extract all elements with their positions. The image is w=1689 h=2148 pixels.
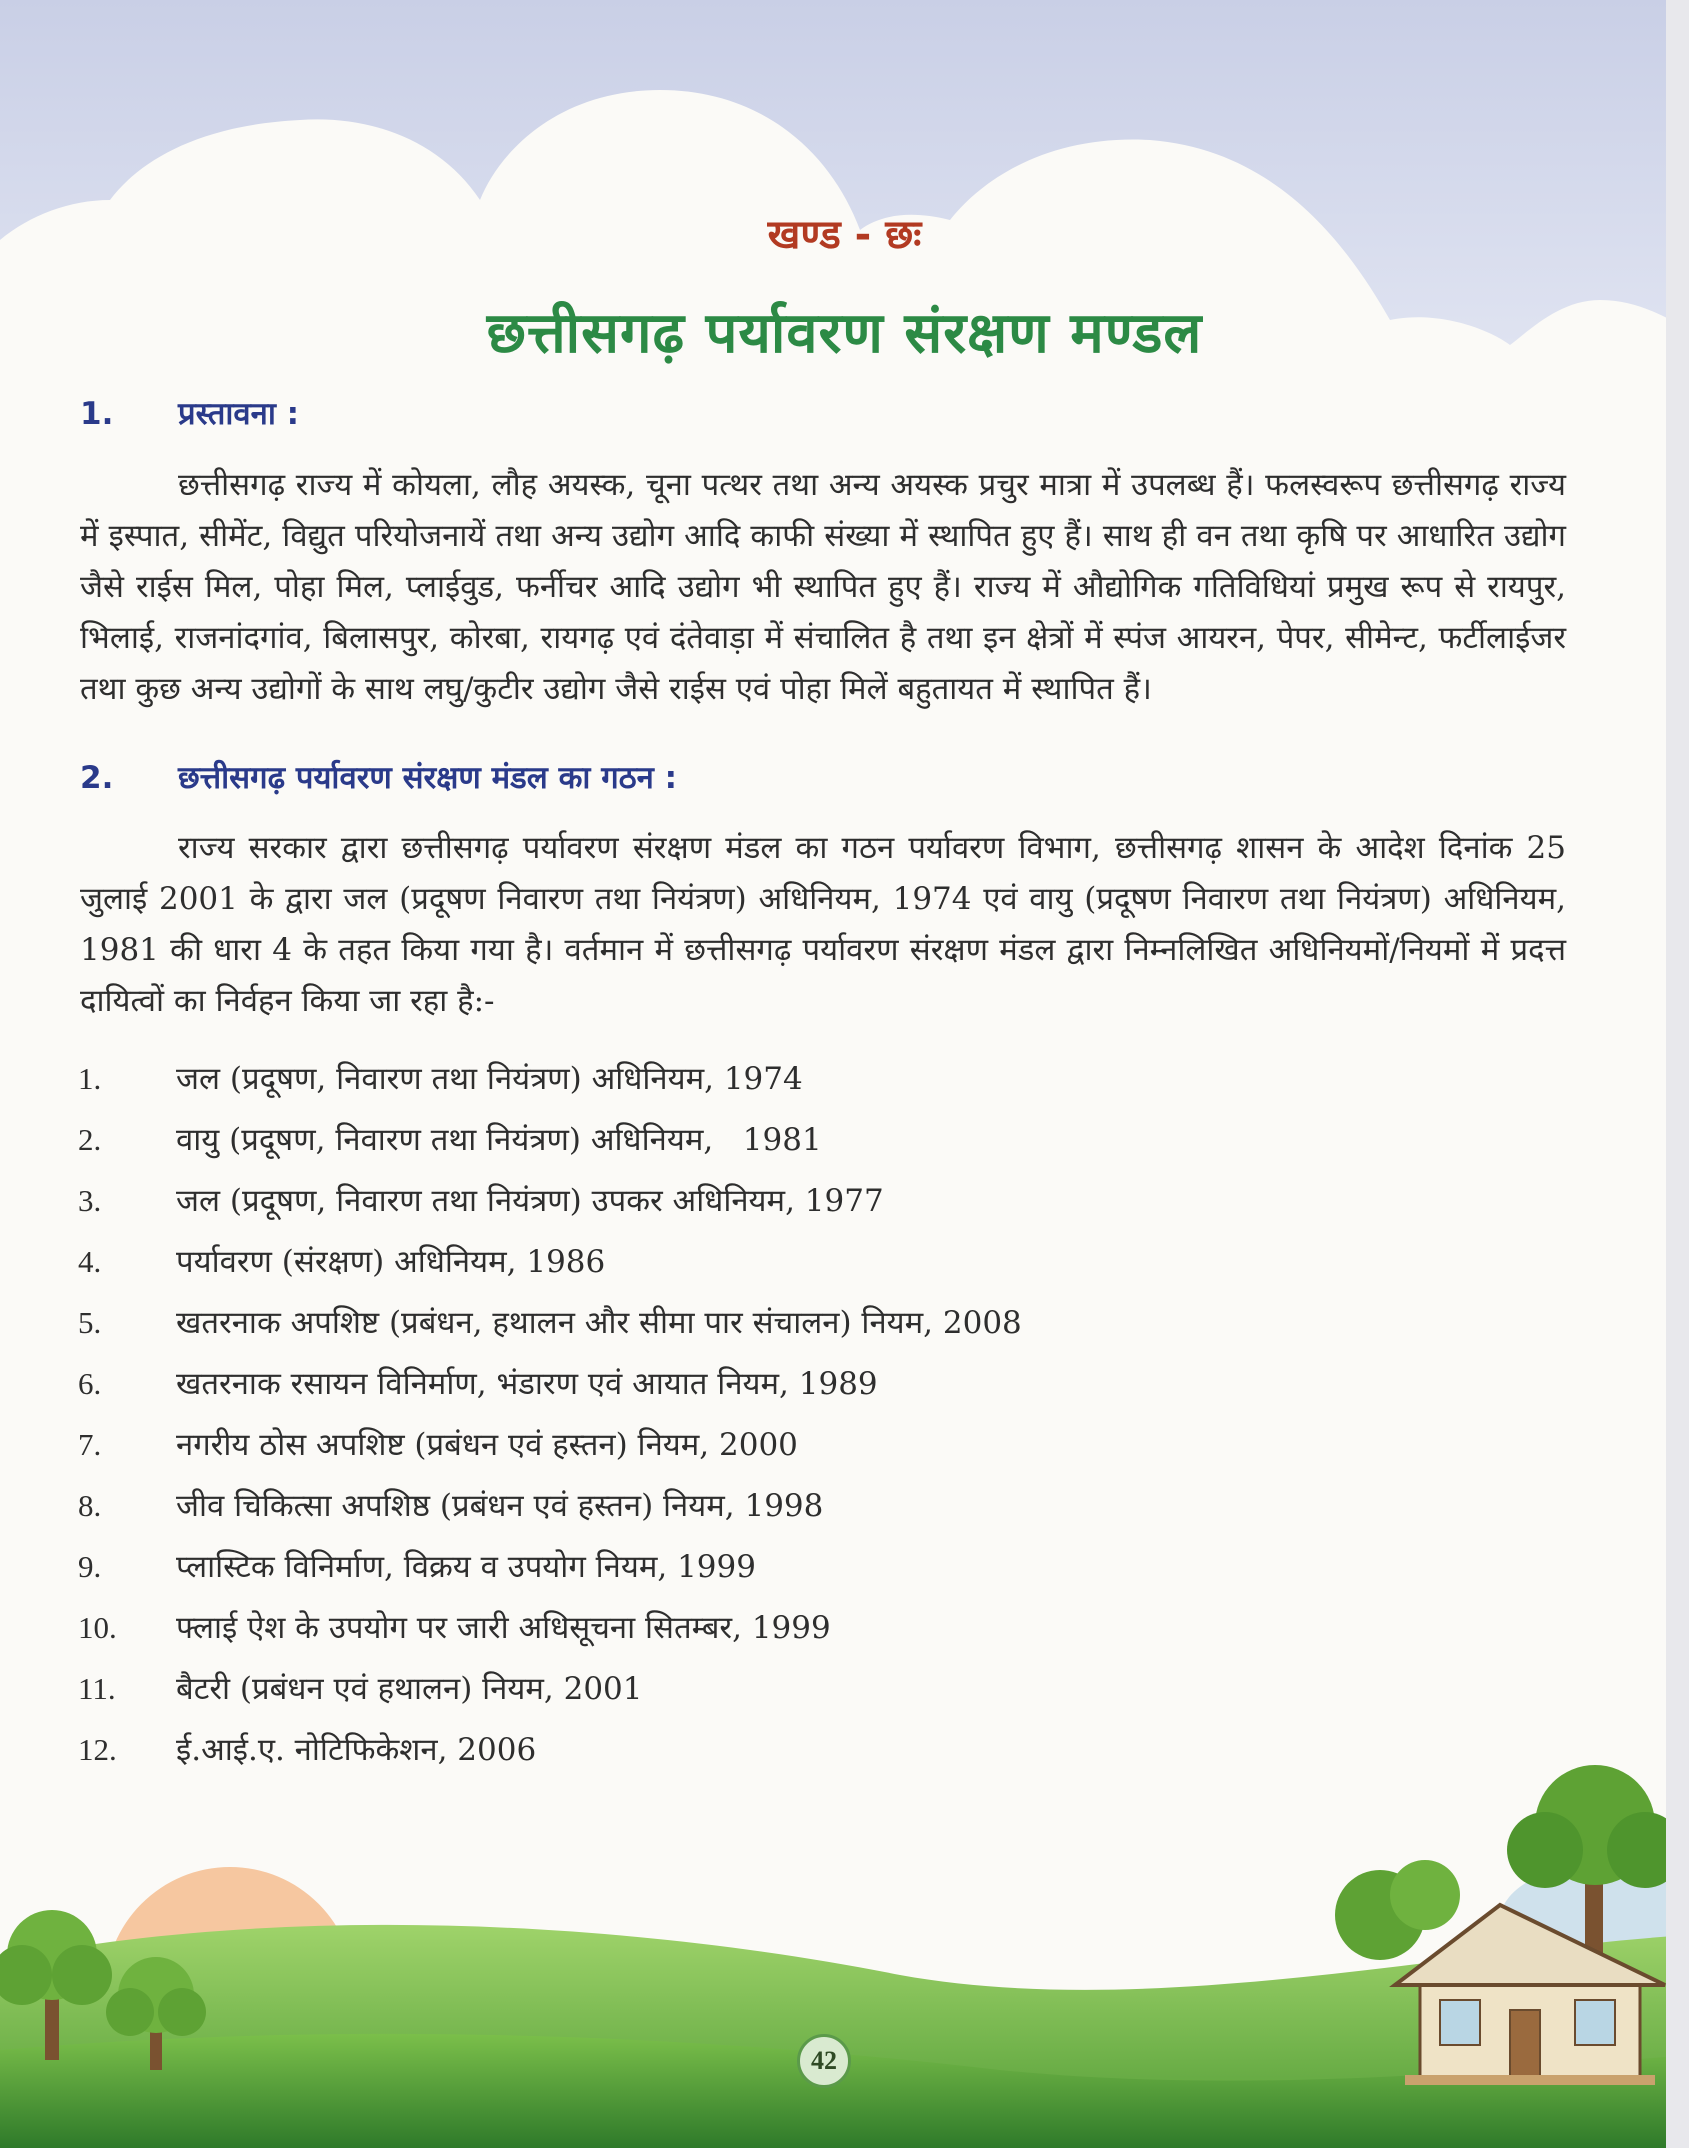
- list-item-text: जल (प्रदूषण, निवारण तथा नियंत्रण) अधिनियम, 1974: [176, 1061, 803, 1097]
- acts-list: [78, 1057, 1378, 1789]
- list-item-number: 4.: [78, 1244, 102, 1279]
- list-item-text: ई.आई.ए. नोटिफिकेशन, 2006: [176, 1732, 537, 1768]
- list-item-number: 1.: [78, 1061, 102, 1096]
- list-item-number: 3.: [78, 1183, 102, 1218]
- page-number: 42: [797, 2034, 851, 2088]
- list-item-text: जीव चिकित्सा अपशिष्ठ (प्रबंधन एवं हस्तन) नियम, 1998: [176, 1488, 824, 1524]
- list-item: [78, 1606, 1378, 1667]
- list-item: [78, 1057, 1378, 1118]
- section-1-number: 1.: [80, 396, 114, 432]
- list-item: [78, 1484, 1378, 1545]
- list-item: [78, 1118, 1378, 1179]
- list-item-number: 8.: [78, 1488, 102, 1523]
- section-2-paragraph: राज्य सरकार द्वारा छत्तीसगढ़ पर्यावरण संरक्षण मंडल का गठन पर्यावरण विभाग, छत्तीसगढ़ शासन के आदेश दिनांक 25 जुलाई 2001 के द्वारा जल (प्रदूषण निवारण तथा नियंत्रण) अधिनियम, 1974 एवं वायु (प्रदूषण निवारण तथा नियंत्रण) अधिनियम, 1981 की धारा 4 के तहत किया गया है। वर्तमान में छत्तीसगढ़ पर्यावरण संरक्षण मंडल द्वारा निम्नलिखित अधिनियमों/नियमों में प्रदत्त दायित्वों का निर्वहन किया जा रहा है:-: [80, 830, 1566, 1019]
- list-item-text: जल (प्रदूषण, निवारण तथा नियंत्रण) उपकर अधिनियम, 1977: [176, 1183, 884, 1219]
- page-title: छत्तीसगढ़ पर्यावरण संरक्षण मण्डल: [486, 301, 1203, 366]
- list-item-number: 10.: [78, 1610, 117, 1645]
- list-item-text: वायु (प्रदूषण, निवारण तथा नियंत्रण) अधिनियम, 1981: [176, 1122, 822, 1158]
- section-2-heading: [80, 756, 677, 798]
- list-item-number: 2.: [78, 1122, 102, 1157]
- list-item: [78, 1240, 1378, 1301]
- section-1-heading: [80, 392, 299, 434]
- list-item-text: फ्लाई ऐश के उपयोग पर जारी अधिसूचना सितम्बर, 1999: [176, 1610, 831, 1646]
- list-item-text: पर्यावरण (संरक्षण) अधिनियम, 1986: [176, 1244, 606, 1280]
- section-label: खण्ड - छः: [767, 212, 922, 258]
- section-1-title: प्रस्तावना :: [178, 396, 300, 432]
- section-1-paragraph: छत्तीसगढ़ राज्य में कोयला, लौह अयस्क, चूना पत्थर तथा अन्य अयस्क प्रचुर मात्रा में उपलब्ध हैं। फलस्वरूप छत्तीसगढ़ राज्य में इस्पात, सीमेंट, विद्युत परियोजनायें तथा अन्य उद्योग आदि काफी संख्या में स्थापित हुए हैं। साथ ही वन तथा कृषि पर आधारित उद्योग जैसे राईस मिल, पोहा मिल, प्लाईवुड, फर्नीचर आदि उद्योग भी स्थापित हुए हैं। राज्य में औद्योगिक गतिविधियां प्रमुख रूप से रायपुर, भिलाई, राजनांदगांव, बिलासपुर, कोरबा, रायगढ़ एवं दंतेवाड़ा में संचालित है तथा इन क्षेत्रों में स्पंज आयरन, पेपर, सीमेन्ट, फर्टीलाईजर तथा कुछ अन्य उद्योगों के साथ लघु/कुटीर उद्योग जैसे राईस एवं पोहा मिलें बहुतायत में स्थापित हैं।: [80, 467, 1566, 707]
- list-item-number: 5.: [78, 1305, 102, 1340]
- list-item: [78, 1728, 1378, 1789]
- list-item-text: प्लास्टिक विनिर्माण, विक्रय व उपयोग नियम, 1999: [176, 1549, 756, 1585]
- list-item: [78, 1545, 1378, 1606]
- list-item-number: 6.: [78, 1366, 102, 1401]
- list-item-number: 9.: [78, 1549, 102, 1584]
- section-2-title: छत्तीसगढ़ पर्यावरण संरक्षण मंडल का गठन :: [178, 760, 678, 796]
- list-item-text: नगरीय ठोस अपशिष्ट (प्रबंधन एवं हस्तन) नियम, 2000: [176, 1427, 798, 1463]
- list-item: [78, 1301, 1378, 1362]
- section-2-number: 2.: [80, 760, 114, 796]
- list-item-text: बैटरी (प्रबंधन एवं हथालन) नियम, 2001: [176, 1671, 643, 1707]
- list-item-number: 11.: [78, 1671, 116, 1706]
- list-item: [78, 1667, 1378, 1728]
- list-item-number: 12.: [78, 1732, 117, 1767]
- list-item: [78, 1423, 1378, 1484]
- list-item-text: खतरनाक अपशिष्ट (प्रबंधन, हथालन और सीमा पार संचालन) नियम, 2008: [176, 1305, 1022, 1341]
- list-item-text: खतरनाक रसायन विनिर्माण, भंडारण एवं आयात नियम, 1989: [176, 1366, 878, 1402]
- list-item-number: 7.: [78, 1427, 102, 1462]
- list-item: [78, 1362, 1378, 1423]
- list-item: [78, 1179, 1378, 1240]
